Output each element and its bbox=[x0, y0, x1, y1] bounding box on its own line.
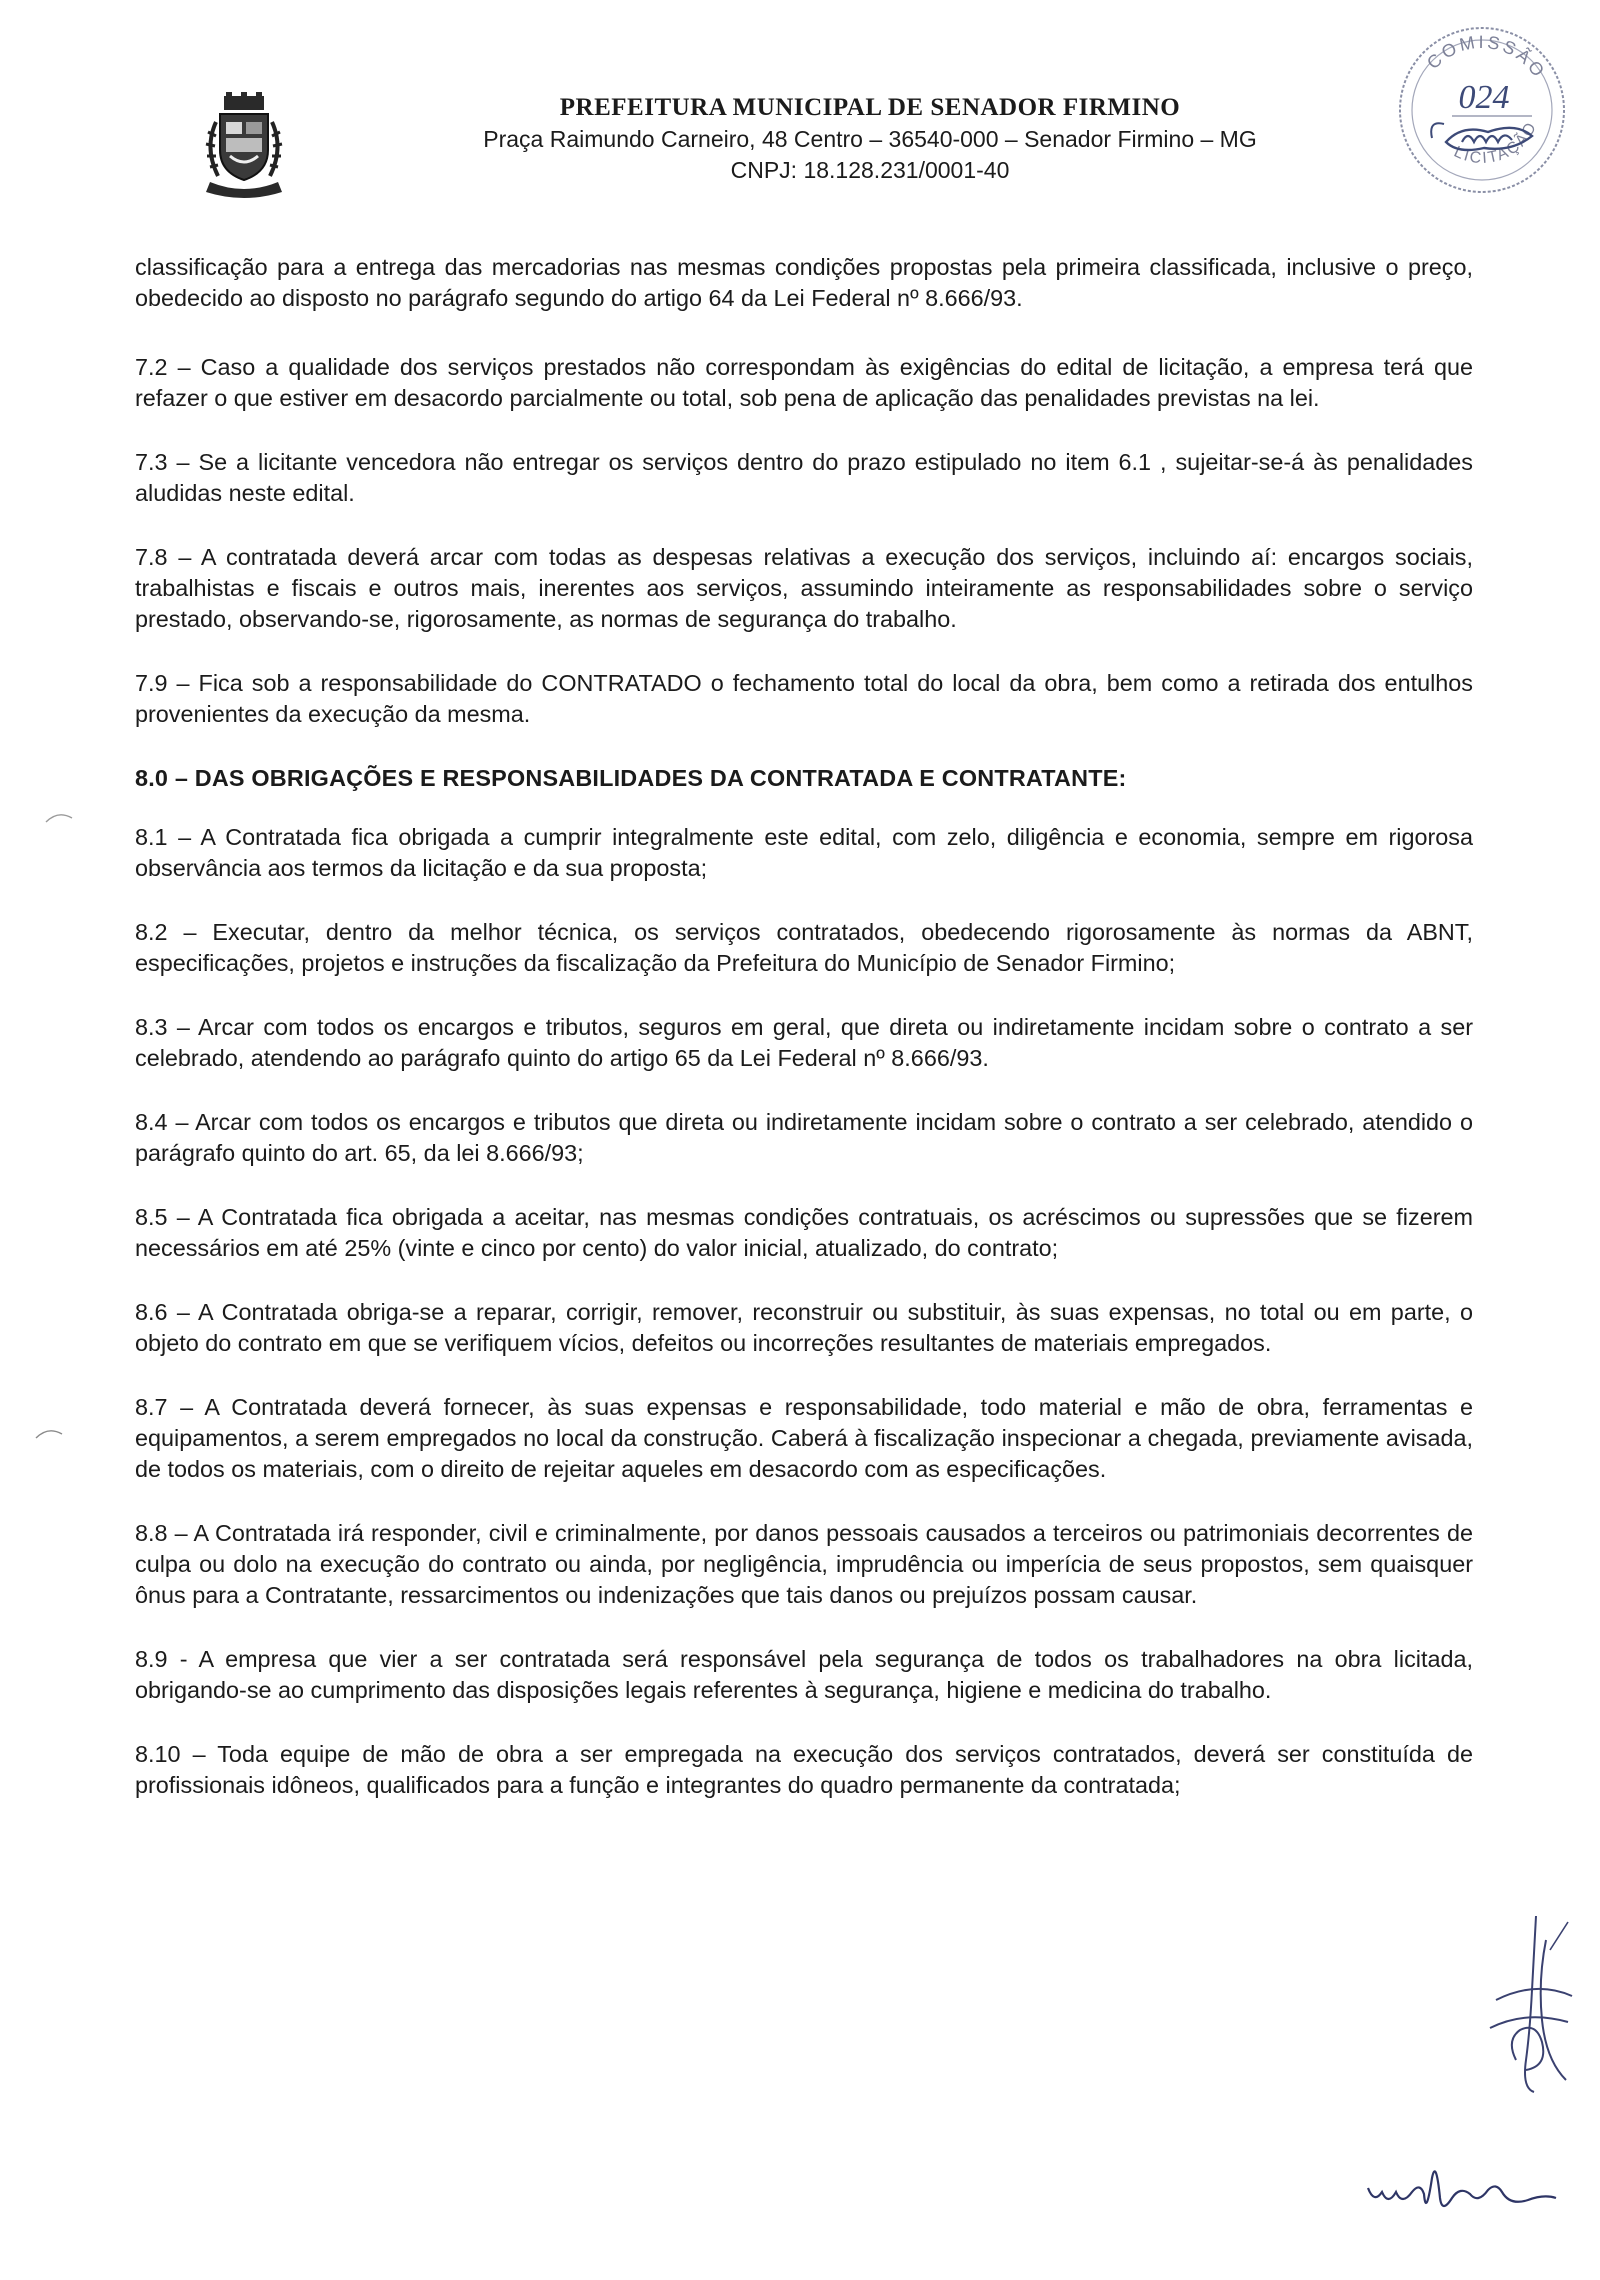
organization-name: PREFEITURA MUNICIPAL DE SENADOR FIRMINO bbox=[559, 94, 1181, 121]
paragraph-7-3: 7.3 – Se a licitante vencedora não entregar os serviços dentro do prazo estipulado no item 6.1 , sujeitar-se-á às penalidades aludidas neste edital. bbox=[135, 449, 1473, 506]
organization-address: Praça Raimundo Carneiro, 48 Centro – 36540-000 – Senador Firmino – MG bbox=[483, 126, 1257, 152]
paragraph-8-5: 8.5 – A Contratada fica obrigada a aceitar, nas mesmas condições contratuais, os acréscimos ou supressões que se fizerem necessários em até 25% (vinte e cinco por cento) do valor inicial, atualizado, do contrato; bbox=[135, 1204, 1473, 1261]
scan-mark bbox=[44, 810, 74, 824]
letterhead bbox=[370, 92, 1370, 186]
municipal-crest-logo bbox=[198, 92, 290, 202]
paragraph-8-1: 8.1 – A Contratada fica obrigada a cumprir integralmente este edital, com zelo, diligência e economia, sempre em rigorosa observância aos termos da licitação e da sua proposta; bbox=[135, 824, 1473, 881]
paragraph-7-2: 7.2 – Caso a qualidade dos serviços prestados não correspondam às exigências do edital de licitação, a empresa terá que refazer o que estiver em desacordo parcialmente ou total, sob pena de aplicação das penalidades previstas na lei. bbox=[135, 354, 1473, 411]
paragraph-8-3: 8.3 – Arcar com todos os encargos e tributos, seguros em geral, que direta ou indiretamente incidam sobre o contrato a ser celebrado, atendendo ao parágrafo quinto do artigo 65 da Lei Federal nº 8.666/93. bbox=[135, 1014, 1473, 1071]
organization-cnpj: CNPJ: 18.128.231/0001-40 bbox=[730, 157, 1010, 183]
svg-text:LICITAÇÃO bbox=[1451, 119, 1540, 167]
document-body bbox=[135, 252, 1473, 1834]
paragraph-8-10: 8.10 – Toda equipe de mão de obra a ser empregada na execução dos serviços contratados, deverá ser constituída de profissionais idôneos, qualificados para a função e integrantes do quadro permanente da contratada; bbox=[135, 1741, 1473, 1798]
paragraph-8-9: 8.9 - A empresa que vier a ser contratada será responsável pela segurança de todos os trabalhadores na obra licitada, obrigando-se ao cumprimento das disposições legais referentes à segurança, higiene e medicina do trabalho. bbox=[135, 1646, 1473, 1703]
svg-text:COMISSÃO bbox=[1423, 32, 1550, 83]
section-heading-8: 8.0 – DAS OBRIGAÇÕES E RESPONSABILIDADES DA CONTRATADA E CONTRATANTE: bbox=[135, 765, 1127, 791]
handwritten-signature bbox=[1476, 1910, 1576, 2100]
stamp-top-text: COMISSÃO bbox=[1422, 31, 1550, 83]
paragraph-8-4: 8.4 – Arcar com todos os encargos e tributos que direta ou indiretamente incidam sobre o contrato a ser celebrado, atendido o parágrafo quinto do art. 65, da lei 8.666/93; bbox=[135, 1109, 1473, 1166]
paragraph-8-8: 8.8 – A Contratada irá responder, civil e criminalmente, por danos pessoais causados a terceiros ou patrimoniais decorrentes de culpa ou dolo na execução do contrato ou ainda, por negligência, imprudência ou imperícia de seus propostos, sem quaisquer ônus para a Contratante, ressarcimentos ou indenizações que tais danos ou prejuízos possam causar. bbox=[135, 1520, 1473, 1608]
paragraph-7-8: 7.8 – A contratada deverá arcar com todas as despesas relativas a execução dos serviços, incluindo aí: encargos sociais, trabalhistas e fiscais e outros mais, inerentes aos serviços, assumindo inteiramente as responsabilidades sobre o serviço prestado, observando-se, rigorosamente, as normas de segurança do trabalho. bbox=[135, 544, 1473, 632]
scan-mark bbox=[34, 1426, 64, 1440]
paragraph-8-6: 8.6 – A Contratada obriga-se a reparar, corrigir, remover, reconstruir ou substituir, às suas expensas, no total ou em parte, o objeto do contrato em que se verifiquem vícios, defeitos ou incorreções resultantes de materiais empregados. bbox=[135, 1299, 1473, 1356]
handwritten-rubric bbox=[1360, 2148, 1560, 2228]
paragraph-intro: classificação para a entrega das mercadorias nas mesmas condições propostas pela primeira classificada, inclusive o preço, obedecido ao disposto no parágrafo segundo do artigo 64 da Lei Federal nº 8.666/93. bbox=[135, 254, 1473, 311]
paragraph-7-9: 7.9 – Fica sob a responsabilidade do CONTRATADO o fechamento total do local da obra, bem como a retirada dos entulhos provenientes da execução da mesma. bbox=[135, 670, 1473, 727]
paragraph-8-7: 8.7 – A Contratada deverá fornecer, às suas expensas e responsabilidade, todo material e mão de obra, ferramentas e equipamentos, a serem empregados no local da construção. Caberá à fiscalização inspecionar a chegada, previamente avisada, de todos os materiais, com o direito de rejeitar aqueles em desacordo com as especificações. bbox=[135, 1394, 1473, 1482]
stamp-bottom-text: LICITAÇÃO bbox=[1451, 118, 1541, 168]
commission-stamp bbox=[1392, 20, 1572, 200]
stamp-handwritten-number: 024 bbox=[1458, 79, 1510, 116]
paragraph-8-2: 8.2 – Executar, dentro da melhor técnica, os serviços contratados, obedecendo rigorosamente às normas da ABNT, especificações, projetos e instruções da fiscalização da Prefeitura do Município de Senador Firmino; bbox=[135, 919, 1473, 976]
